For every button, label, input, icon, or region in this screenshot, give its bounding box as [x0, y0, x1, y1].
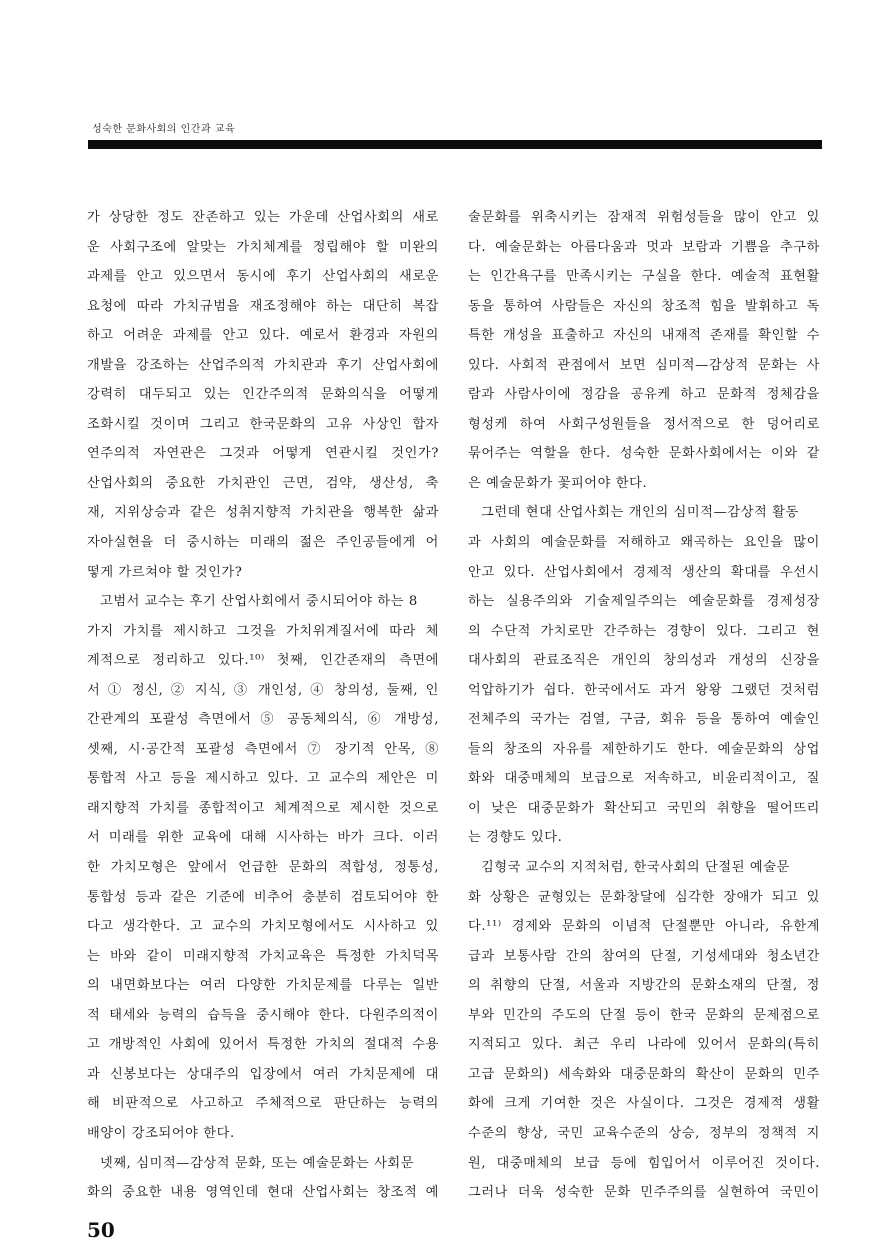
text-line: 원, 대중매체의 보급 등에 힘입어서 이루어진 것이다. [468, 1155, 820, 1171]
text-line: 화 상황은 균형있는 문화창달에 심각한 장애가 되고 있 [468, 889, 820, 905]
text-line: 하는 실용주의와 기술제일주의는 예술문화를 경제성장 [468, 594, 820, 610]
text-line: 형성케 하여 사회구성원들을 정서적으로 한 덩어리로 [468, 416, 820, 432]
text-line: 전체주의 국가는 검열, 구금, 회유 등을 통하여 예술인 [468, 712, 820, 728]
text-line: 하고 어려운 과제를 안고 있다. 예로서 환경과 자원의 [87, 328, 439, 344]
text-line: 개발을 강조하는 산업주의적 가치관과 후기 산업사회에 [87, 357, 439, 373]
text-line: 수준의 향상, 국민 교육수준의 상승, 정부의 정책적 지 [468, 1125, 820, 1141]
text-line: 셋째, 시·공간적 포괄성 측면에서 ⑦ 장기적 안목, ⑧ [87, 741, 439, 757]
text-line: 김형국 교수의 지적처럼, 한국사회의 단절된 예술문 [481, 860, 790, 876]
text-line: 과제를 안고 있으면서 동시에 후기 산업사회의 새로운 [87, 269, 439, 285]
page-number: 50 [87, 1218, 115, 1242]
text-line: 묶어주는 역할을 한다. 성숙한 문화사회에서는 이와 같 [468, 446, 820, 462]
text-line: 의 취향의 단절, 서울과 지방간의 문화소재의 단절, 정 [468, 978, 820, 994]
text-line: 억압하기가 쉽다. 한국에서도 과거 왕왕 그랬던 것처럼 [468, 682, 820, 698]
text-line: 특한 개성을 표출하고 자신의 내재적 존재를 확인할 수 [468, 328, 820, 344]
text-line: 고범서 교수는 후기 산업사회에서 중시되어야 하는 8 [100, 594, 418, 610]
text-line: 들의 창조의 자유를 제한하기도 한다. 예술문화의 상업 [468, 741, 820, 757]
text-line: 화의 중요한 내용 영역인데 현대 산업사회는 창조적 예 [87, 1185, 439, 1201]
text-line: 다고 생각한다. 고 교수의 가치모형에서도 시사하고 있 [87, 919, 439, 935]
text-line: 간관계의 포괄성 측면에서 ⑤ 공동체의식, ⑥ 개방성, [87, 712, 439, 728]
text-line: 과 신봉보다는 상대주의 입장에서 여러 가치문제에 대 [87, 1066, 439, 1082]
text-line: 서 미래를 위한 교육에 대해 시사하는 바가 크다. 이러 [87, 830, 439, 846]
text-line: 의 수단적 가치로만 간주하는 경향이 있다. 그리고 현 [468, 623, 820, 639]
text-line: 의 내면화보다는 여러 다양한 가치문제를 다루는 일반 [87, 978, 439, 994]
right-text-column [468, 203, 820, 1208]
text-line: 화에 크게 기여한 것은 사실이다. 그것은 경제적 생활 [468, 1096, 820, 1112]
text-line: 자아실현을 더 중시하는 미래의 젊은 주인공들에게 어 [87, 535, 439, 551]
text-line: 통합적 사고 등을 제시하고 있다. 고 교수의 제안은 미 [87, 771, 439, 787]
text-line: 있다. 사회적 관점에서 보면 심미적—감상적 문화는 사 [468, 357, 820, 373]
text-line: 화와 대중매체의 보급으로 저속하고, 비윤리적이고, 질 [468, 771, 820, 787]
text-line: 연주의적 자연관은 그것과 어떻게 연관시킬 것인가? [87, 446, 439, 462]
text-line: 가지 가치를 제시하고 그것을 가치위계질서에 따라 체 [87, 623, 439, 639]
text-line: 산업사회의 중요한 가치관인 근면, 검약, 생산성, 축 [87, 475, 439, 491]
text-line: 안고 있다. 산업사회에서 경제적 생산의 확대를 우선시 [468, 564, 820, 580]
text-line: 동을 통하여 사람들은 자신의 창조적 힘을 발휘하고 독 [468, 298, 820, 314]
text-line: 는 바와 같이 미래지향적 가치교육은 특정한 가치덕목 [87, 948, 439, 964]
text-line: 지적되고 있다. 최근 우리 나라에 있어서 문화의(특히 [468, 1037, 820, 1053]
text-line: 강력히 대두되고 있는 인간주의적 문화의식을 어떻게 [87, 387, 439, 403]
text-line: 급과 보통사람 간의 참여의 단절, 기성세대와 청소년간 [468, 948, 820, 964]
text-line: 재, 지위상승과 같은 성취지향적 가치관을 행복한 삶과 [87, 505, 439, 521]
text-line: 계적으로 정리하고 있다.¹⁰⁾ 첫째, 인간존재의 측면에 [87, 653, 439, 669]
text-line: 가 상당한 정도 잔존하고 있는 가운데 산업사회의 새로 [87, 210, 439, 225]
text-line: 넷째, 심미적—감상적 문화, 또는 예술문화는 사회문 [100, 1155, 415, 1171]
text-line: 해 비판적으로 사고하고 주체적으로 판단하는 능력의 [87, 1096, 439, 1112]
text-line: 는 인간욕구를 만족시키는 구실을 한다. 예술적 표현활 [468, 269, 820, 285]
text-line: 다. 예술문화는 아름다움과 멋과 보람과 기쁨을 추구하 [468, 239, 820, 255]
text-line: 고급 문화의) 세속화와 대중문화의 확산이 문화의 민주 [468, 1066, 820, 1082]
text-line: 술문화를 위축시키는 잠재적 위험성들을 많이 안고 있 [468, 210, 820, 225]
text-line: 적 태세와 능력의 습득을 중시해야 한다. 다원주의적이 [87, 1007, 439, 1023]
header-rule [88, 140, 822, 149]
text-line: 배양이 강조되어야 한다. [87, 1125, 235, 1141]
text-line: 다.¹¹⁾ 경제와 문화의 이념적 단절뿐만 아니라, 유한계 [468, 919, 820, 935]
text-line: 이 낮은 대중문화가 확산되고 국민의 취향을 떨어뜨리 [468, 800, 820, 816]
text-line: 조화시킬 것이며 그리고 한국문화의 고유 사상인 합자 [87, 416, 439, 432]
text-line: 서 ① 정신, ② 지식, ③ 개인성, ④ 창의성, 둘째, 인 [87, 682, 439, 698]
text-line: 부와 민간의 주도의 단절 등이 한국 문화의 문제점으로 [468, 1007, 820, 1023]
text-line: 운 사회구조에 알맞는 가치체계를 정립해야 할 미완의 [87, 239, 439, 255]
text-line: 그런데 현대 산업사회는 개인의 심미적—감상적 활동 [481, 505, 799, 521]
text-line: 떻게 가르쳐야 할 것인가? [87, 564, 243, 580]
left-text-column [87, 203, 439, 1208]
text-line: 통합성 등과 같은 기준에 비추어 충분히 검토되어야 한 [87, 889, 439, 905]
text-line: 고 개방적인 사회에 있어서 특정한 가치의 절대적 수용 [87, 1037, 439, 1053]
text-line: 과 사회의 예술문화를 저해하고 왜곡하는 요인을 많이 [468, 535, 820, 551]
text-line: 람과 사람사이에 정감을 공유케 하고 문화적 정체감을 [468, 387, 820, 403]
text-line: 는 경향도 있다. [468, 830, 563, 846]
text-line: 요청에 따라 가치규범을 재조정해야 하는 대단히 복잡 [87, 298, 439, 314]
text-line: 은 예술문화가 꽃피어야 한다. [468, 475, 648, 491]
text-line: 대사회의 관료조직은 개인의 창의성과 개성의 신장을 [468, 653, 820, 669]
text-line: 한 가치모형은 앞에서 언급한 문화의 적합성, 정통성, [87, 860, 439, 876]
running-header: 성숙한 문화사회의 인간과 교육 [92, 124, 236, 135]
text-line: 래지향적 가치를 종합적이고 체계적으로 제시한 것으로 [87, 800, 439, 816]
text-line: 그러나 더욱 성숙한 문화 민주주의를 실현하여 국민이 [468, 1185, 820, 1201]
